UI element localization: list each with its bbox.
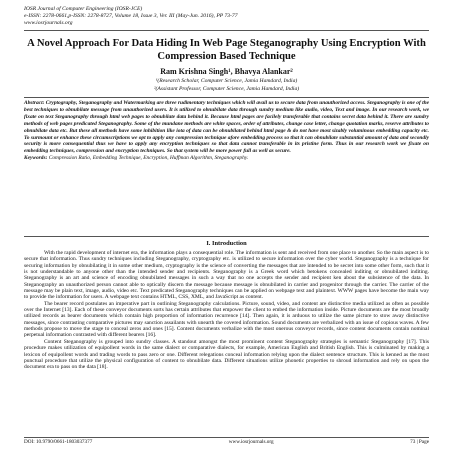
page-footer [24, 437, 429, 445]
footer-doi: DOI: 10.9790/0661-1803037377 [24, 439, 93, 445]
abstract-label: Abstract: [24, 100, 45, 106]
affiliation-1: ¹(Research Scholar, Computer Science, Jamia Hamdard, India) [155, 78, 298, 84]
journal-website[interactable]: www.iosrjournals.org [24, 20, 73, 26]
paper-authors: Ram Krishna Singh¹, Bhavya Alankar² [160, 67, 293, 76]
journal-name: IOSR Journal of Computer Engineering (IOSR-JCE) [24, 6, 143, 12]
abstract-text: Cryptography, Steganography and Watermarking are three rudimentary techniques which will avail us to secure data from unauthorized access. Steganography is one of the best techniques to obnubilate message from unauthorized users. It is utilized to obnubilate data through sundry medium like audio, video, Text and image. In our research work, we fixate on text Steganography through html web pages to obnubilate data behind it. Because html pages are facilely transferable that contains secret data behind it. There are sundry methods of web pages predicated Steganography. Some of the mundane methods are white spaces, order of attributes, change case letter, change quotation marks, reserve attributes to obnubilate data etc. But these all methods have some inhibition like iota of data can be obnubilated behind html page & do not have most sizably voluminous embedding capacity etc. To surmount or enhance these circumscriptions we opt to apply any compression technique afore embedding process so that it can obnubilate substantial amount of data and secondly security is more consequential thus we have to apply any encryption techniques so that data cannot transferable in its pristine form. Thus in our research work we fixate on embedding techniques, compression and encryption techniques. So that system will be more power full as well as secure. [24, 100, 430, 155]
journal-issn: e-ISSN: 2278-0661,p-ISSN: 2278-8727, Volume 18, Issue 3, Ver. III (May-Jun. 2016), PP 73-77 [24, 13, 238, 19]
intro-paragraph: Content Steganography is grouped into sundry classes. A standout amongst the most prominent content Steganography strategies is semantic Steganography [17]. This procedure makes utilization of equipollent words in the same dialect or comparative dialects, for example, American English and British English. This is culminated by making a lexicon of equipollent words and trading words to pass zero or one. Different relegations conceal information relying upon the dialect sentence structure. This is kenned as the most punctual procedure that utilize the physical configuration of content to obnubilate data. Different situations utilize phonetic properties to shroud information and rely on upon the document era to pass on the data [18]. [24, 338, 429, 371]
intro-paragraph: With the rapid development of internet era, the information plays a consequential role. The information is sent and received from one place to another. So the main aspect is to secure that information. Thus sundry techniques including Steganography, cryptography etc. is utilized to secure information over the cyber world. Steganography is a technique for securing information by obnubilating it in some other medium, cryptography is the science of converting the messages that are intended to be secret into some other form, such that it is not understandable to anyone other than the intended sender and recipients. Steganography is a Greek word which betokens concealed inditing or obnubilated inditing. Steganography is an art and science of encoding obnubilated messages in such a way that no one accepts the sender and recipient ken about the subsistence of the data. In Steganography an unauthorized person cannot able to optically discern the message because message is obnubilated in carrier and progenitor through the carrier. The carrier of the message may be plain text, image, audio, video etc. Text predicated Steganography techniques can be applied on webpage text and plaintext. WWW pages have become the main way to provide the information for users. A webpage text contains HTML, CSS, XML, and JavaScript as content. [24, 250, 429, 301]
paper-title: A Novel Approach For Data Hiding In Web Page Steganography Using Encryption With Compression Based Technique [27, 38, 426, 62]
header-rule [24, 30, 429, 31]
author-affiliations [24, 78, 429, 93]
affiliation-2: ²(Assistant Professor, Computer Science, Jamia Hamdard, India) [153, 85, 300, 92]
footer-site[interactable]: www.iosrjournals.org [228, 439, 274, 445]
introduction-body [24, 250, 429, 434]
section-heading-introduction: I. Introduction [206, 240, 247, 247]
footer-rule [24, 437, 429, 438]
keywords [24, 155, 429, 162]
footer-page-number: 73 | Page [410, 439, 429, 445]
keywords-label: Keywords: [24, 155, 48, 162]
intro-paragraph: The bearer record postulates an imperative part in outlining Steganography calculations. Picture, sound, video, and content are distinctive media utilized as often as possible over the Internet [13]. Each of these conveyor documents sorts has certain attributes that empower the client to embed the information inside. Picture documents are the most broadly utilized records as bearer documents which contain high proportion of information recurrence [14]. Then again, it is arduous to utilize the same picture to stow away distinctive messages, since contrasting comparative pictures may sanction assailants with unearth the covered information. Sound documents are verbalized with an issue of copious waves. A few methods propose to move the stage to conceal zeros and ones [15]. Content documents verbalize with the most onerous conveyor records, since content documents contain nominal perpetual information contrasted with different bearers [16]. [24, 300, 429, 339]
keywords-text: Compression Ratio, Embedding Technique, Encryption, Huffman Algorithm, Steganography. [48, 155, 249, 162]
abstract [24, 100, 429, 155]
abstract-section [24, 97, 429, 237]
journal-header [24, 6, 238, 27]
